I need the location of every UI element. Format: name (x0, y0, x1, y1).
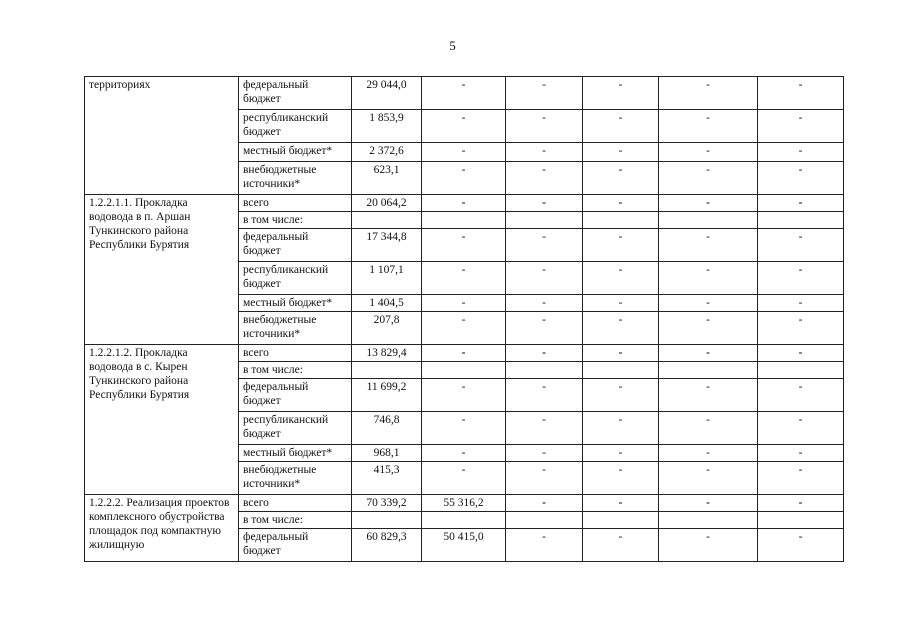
year-cell: - (758, 162, 844, 195)
year-cell: - (583, 529, 659, 562)
year-cell: - (583, 345, 659, 362)
year-cell: - (422, 412, 506, 445)
funding-source-cell: федеральный бюджет (239, 529, 352, 562)
year-cell: - (422, 262, 506, 295)
year-cell: - (422, 162, 506, 195)
year-cell: - (758, 462, 844, 495)
year-cell: - (583, 495, 659, 512)
year-cell: - (506, 262, 583, 295)
total-cell: 29 044,0 (352, 77, 422, 110)
year-cell: - (659, 262, 758, 295)
year-cell: - (659, 229, 758, 262)
funding-source-cell: внебюджетные источники* (239, 162, 352, 195)
total-cell: 746,8 (352, 412, 422, 445)
measure-cell: 1.2.2.1.2. Прокладка водовода в с. Кырен Тункинского района Республики Бурятия (85, 345, 239, 495)
year-cell: - (583, 195, 659, 212)
year-cell: - (583, 379, 659, 412)
year-cell: - (758, 110, 844, 143)
year-cell: - (758, 295, 844, 312)
table-row (85, 495, 844, 512)
year-cell: - (506, 379, 583, 412)
year-cell: - (422, 462, 506, 495)
year-cell (583, 362, 659, 379)
year-cell: - (659, 312, 758, 345)
year-cell (506, 362, 583, 379)
funding-source-cell: республиканский бюджет (239, 262, 352, 295)
year-cell: - (422, 143, 506, 162)
year-cell: - (506, 110, 583, 143)
year-cell: - (758, 195, 844, 212)
total-cell: 2 372,6 (352, 143, 422, 162)
year-cell: - (506, 312, 583, 345)
year-cell (659, 362, 758, 379)
year-cell: - (659, 412, 758, 445)
year-cell: - (659, 445, 758, 462)
total-cell (352, 362, 422, 379)
year-cell: - (758, 412, 844, 445)
funding-source-cell: внебюджетные источники* (239, 462, 352, 495)
year-cell: - (506, 162, 583, 195)
year-cell: - (758, 229, 844, 262)
funding-source-cell: всего (239, 345, 352, 362)
year-cell: - (506, 495, 583, 512)
funding-source-cell: внебюджетные источники* (239, 312, 352, 345)
page-number: 5 (449, 38, 456, 53)
year-cell: - (758, 262, 844, 295)
year-cell: - (583, 462, 659, 495)
year-cell: - (583, 229, 659, 262)
year-cell: - (659, 77, 758, 110)
year-cell: - (659, 495, 758, 512)
year-cell: - (422, 295, 506, 312)
total-cell: 20 064,2 (352, 195, 422, 212)
year-cell (583, 512, 659, 529)
year-cell: - (583, 77, 659, 110)
funding-source-cell: республиканский бюджет (239, 412, 352, 445)
year-cell: 55 316,2 (422, 495, 506, 512)
year-cell: - (758, 143, 844, 162)
measure-cell: 1.2.2.2. Реализация проектов комплексного обустройства площадок под компактную жилищную (85, 495, 239, 562)
funding-source-cell: местный бюджет* (239, 295, 352, 312)
year-cell: - (583, 162, 659, 195)
funding-source-cell: федеральный бюджет (239, 229, 352, 262)
year-cell: - (659, 462, 758, 495)
year-cell: - (758, 445, 844, 462)
year-cell: - (506, 462, 583, 495)
year-cell: - (758, 345, 844, 362)
year-cell: - (583, 312, 659, 345)
year-cell (758, 212, 844, 229)
total-cell: 623,1 (352, 162, 422, 195)
year-cell: - (506, 295, 583, 312)
funding-source-cell: федеральный бюджет (239, 77, 352, 110)
year-cell: - (422, 445, 506, 462)
year-cell: - (506, 229, 583, 262)
year-cell (506, 212, 583, 229)
year-cell (422, 362, 506, 379)
year-cell: - (583, 295, 659, 312)
year-cell (583, 212, 659, 229)
year-cell: - (506, 345, 583, 362)
year-cell: - (659, 295, 758, 312)
year-cell: - (506, 445, 583, 462)
year-cell: - (422, 195, 506, 212)
year-cell: - (583, 110, 659, 143)
total-cell: 17 344,8 (352, 229, 422, 262)
year-cell: - (506, 195, 583, 212)
year-cell: - (659, 529, 758, 562)
year-cell: - (659, 345, 758, 362)
total-cell: 11 699,2 (352, 379, 422, 412)
table-row (85, 77, 844, 110)
total-cell: 968,1 (352, 445, 422, 462)
year-cell: - (659, 110, 758, 143)
table-row (85, 195, 844, 212)
year-cell: - (583, 445, 659, 462)
year-cell: - (422, 312, 506, 345)
year-cell: - (659, 143, 758, 162)
table-row (85, 345, 844, 362)
funding-source-cell: всего (239, 495, 352, 512)
year-cell: - (422, 345, 506, 362)
total-cell: 13 829,4 (352, 345, 422, 362)
budget-table (84, 76, 844, 562)
year-cell (659, 512, 758, 529)
funding-source-cell: в том числе: (239, 512, 352, 529)
funding-source-cell: всего (239, 195, 352, 212)
funding-source-cell: местный бюджет* (239, 143, 352, 162)
year-cell: - (583, 262, 659, 295)
year-cell: - (758, 312, 844, 345)
year-cell: - (583, 143, 659, 162)
year-cell: - (506, 77, 583, 110)
total-cell (352, 212, 422, 229)
funding-source-cell: в том числе: (239, 212, 352, 229)
funding-source-cell: местный бюджет* (239, 445, 352, 462)
measure-cell: территориях (85, 77, 239, 195)
measure-cell: 1.2.2.1.1. Прокладка водовода в п. Аршан Тункинского района Республики Бурятия (85, 195, 239, 345)
total-cell: 207,8 (352, 312, 422, 345)
year-cell: - (583, 412, 659, 445)
funding-source-cell: республиканский бюджет (239, 110, 352, 143)
total-cell: 1 404,5 (352, 295, 422, 312)
total-cell: 1 107,1 (352, 262, 422, 295)
year-cell (422, 512, 506, 529)
year-cell: - (758, 529, 844, 562)
total-cell: 60 829,3 (352, 529, 422, 562)
year-cell: - (758, 379, 844, 412)
year-cell: - (659, 195, 758, 212)
year-cell (422, 212, 506, 229)
year-cell: - (506, 143, 583, 162)
funding-source-cell: федеральный бюджет (239, 379, 352, 412)
year-cell: - (506, 529, 583, 562)
year-cell: - (422, 110, 506, 143)
year-cell: - (758, 77, 844, 110)
year-cell: - (758, 495, 844, 512)
year-cell (758, 512, 844, 529)
year-cell: - (659, 162, 758, 195)
year-cell: - (506, 412, 583, 445)
year-cell: - (659, 379, 758, 412)
year-cell (659, 212, 758, 229)
year-cell (758, 362, 844, 379)
year-cell: - (422, 77, 506, 110)
year-cell: - (422, 229, 506, 262)
year-cell: - (422, 379, 506, 412)
total-cell: 1 853,9 (352, 110, 422, 143)
year-cell: 50 415,0 (422, 529, 506, 562)
total-cell (352, 512, 422, 529)
funding-source-cell: в том числе: (239, 362, 352, 379)
year-cell (506, 512, 583, 529)
total-cell: 415,3 (352, 462, 422, 495)
total-cell: 70 339,2 (352, 495, 422, 512)
